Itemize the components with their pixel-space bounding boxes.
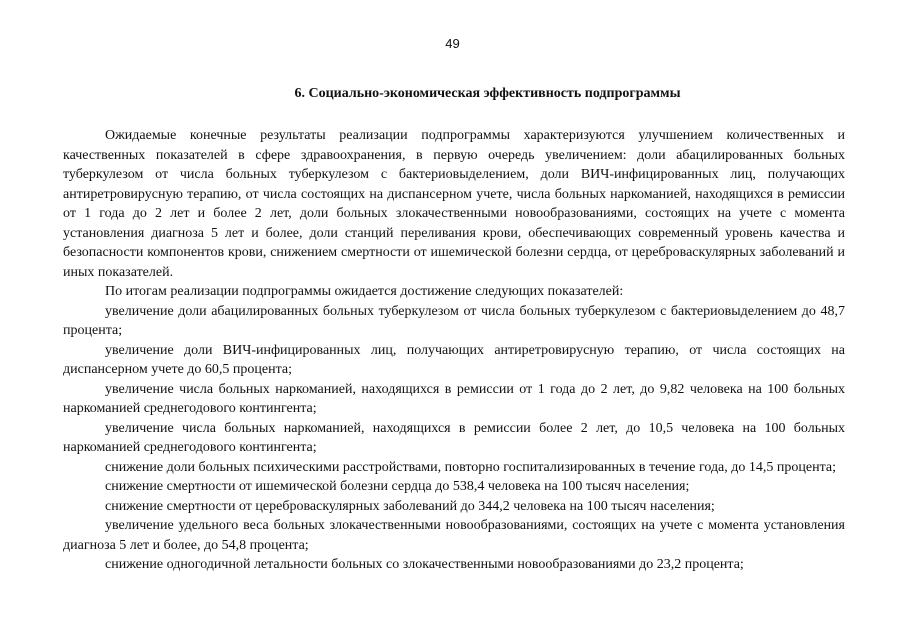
indicator-item: увеличение доли абацилированных больных туберкулезом от числа больных туберкулезом с бактериовыделением до 48,7 процента; [63,303,845,338]
indicator-item: снижение доли больных психическими расстройствами, повторно госпитализированных в течение года, до 14,5 процента; [105,459,836,475]
section-title: 6. Социально-экономическая эффективность подпрограммы [294,86,681,101]
page-number: 49 [445,36,460,51]
body-text [63,126,845,575]
paragraph-intro: Ожидаемые конечные результаты реализации подпрограммы характеризуются улучшением количественных и качественных показателей в сфере здравоохранения, в первую очередь увеличением: доли абацилированных больных туберкулезом от числа больных туберкулезом с бактериовыделением, доли ВИЧ-инфицированных лиц, получающих антиретровирусную терапию, от числа состоящих на диспансерном учете, числа больных наркоманией, находящихся в ремиссии от 1 года до 2 лет и более 2 лет, доли больных злокачественными новообразованиями, состоящих на учете с момента установления диагноза 5 лет и более, доли станций переливания крови, обеспечивающих современный уровень качества и безопасности компонентов крови, снижением смертности от ишемической болезни сердца, от цереброваскулярных заболеваний и иных показателей. [63,128,845,280]
indicator-item: снижение одногодичной летальности больных со злокачественными новообразованиями до 23,2 процента; [105,557,744,572]
indicator-item: увеличение числа больных наркоманией, находящихся в ремиссии более 2 лет, до 10,5 человека на 100 больных наркоманией среднегодового контингента; [63,420,845,455]
indicator-item: увеличение числа больных наркоманией, находящихся в ремиссии от 1 года до 2 лет, до 9,82 человека на 100 больных наркоманией среднегодового контингента; [63,381,845,416]
indicator-item: снижение смертности от цереброваскулярных заболеваний до 344,2 человека на 100 тысяч населения; [105,498,715,514]
indicator-item: увеличение удельного веса больных злокачественными новообразованиями, состоящих на учете с момента установления диагноза 5 лет и более, до 54,8 процента; [63,518,845,553]
paragraph-lead: По итогам реализации подпрограммы ожидается достижение следующих показателей: [105,284,624,299]
indicator-item: снижение смертности от ишемической болезни сердца до 538,4 человека на 100 тысяч населения; [105,479,690,494]
indicator-item: увеличение доли ВИЧ-инфицированных лиц, получающих антиретровирусную терапию, от числа состоящих на диспансерном учете до 60,5 процента; [63,342,845,377]
